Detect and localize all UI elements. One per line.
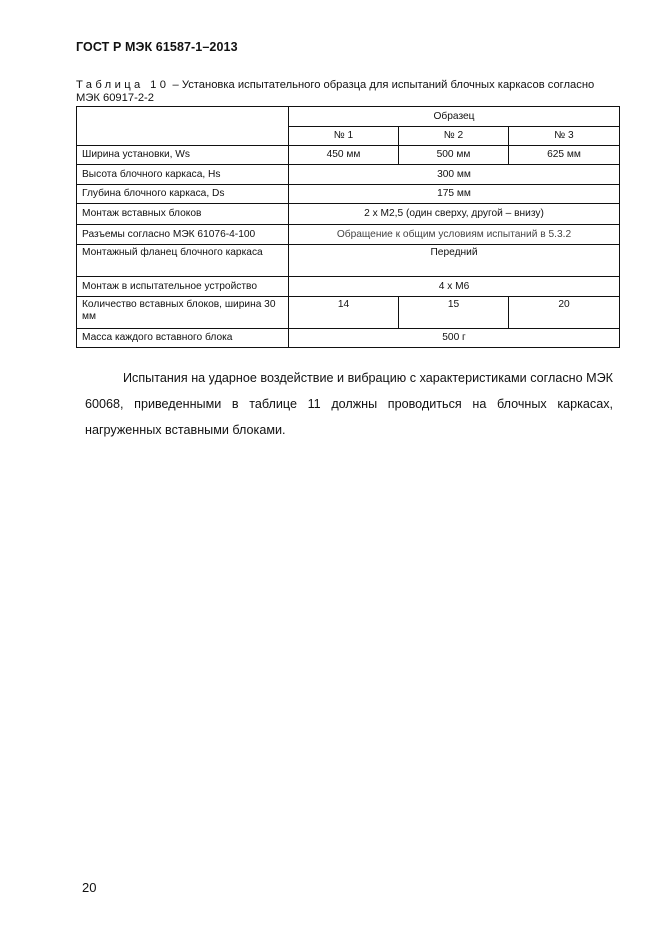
table-row — [77, 329, 620, 348]
table-row — [77, 225, 620, 245]
page-number: 20 — [82, 880, 97, 895]
table-row — [77, 185, 620, 204]
table-header-row-group — [77, 107, 620, 127]
table-row — [77, 204, 620, 225]
row-label: Ширина установки, Ws — [77, 146, 289, 165]
cell-value: 500 мм — [399, 146, 509, 165]
row-label: Количество вставных блоков, ширина 30 мм — [77, 297, 289, 329]
table-column-header-1: № 1 — [289, 127, 399, 146]
table-header-empty-cell — [77, 107, 289, 146]
table-row — [77, 165, 620, 185]
cell-value: 14 — [289, 297, 399, 329]
row-label: Масса каждого вставного блока — [77, 329, 289, 348]
cell-value: 500 г — [289, 329, 620, 348]
table-row — [77, 245, 620, 277]
cell-value: 175 мм — [289, 185, 620, 204]
table-column-header-2: № 2 — [399, 127, 509, 146]
table-caption — [76, 79, 616, 105]
table-row — [77, 277, 620, 297]
table-group-header: Образец — [289, 107, 620, 127]
body-paragraph: Испытания на ударное воздействие и вибрацию с характеристиками согласно МЭК 60068, приведенными в таблице 11 должны проводиться на блочных каркасах, нагруженных вставными блоками. — [85, 371, 613, 437]
cell-value: 2 x M2,5 (один сверху, другой – внизу) — [289, 204, 620, 225]
cell-value: Передний — [289, 245, 620, 277]
table-row — [77, 297, 620, 329]
document-header: ГОСТ Р МЭК 61587-1–2013 — [76, 40, 238, 54]
row-label: Монтажный фланец блочного каркаса — [77, 245, 289, 277]
cell-value: 300 мм — [289, 165, 620, 185]
cell-value: 15 — [399, 297, 509, 329]
row-label: Высота блочного каркаса, Hs — [77, 165, 289, 185]
table-row — [77, 146, 620, 165]
cell-value: Обращение к общим условиям испытаний в 5.3.2 — [289, 225, 620, 245]
row-label: Монтаж вставных блоков — [77, 204, 289, 225]
row-label: Монтаж в испытательное устройство — [77, 277, 289, 297]
row-label: Разъемы согласно МЭК 61076-4-100 — [77, 225, 289, 245]
row-label: Глубина блочного каркаса, Ds — [77, 185, 289, 204]
cell-value: 20 — [509, 297, 620, 329]
table-column-header-3: № 3 — [509, 127, 620, 146]
cell-value: 625 мм — [509, 146, 620, 165]
table-caption-label: Таблица 10 — [76, 79, 170, 91]
cell-value: 4 x M6 — [289, 277, 620, 297]
cell-value: 450 мм — [289, 146, 399, 165]
specimen-table — [76, 106, 620, 348]
table-caption-text: – Установка испытательного образца для испытаний блочных каркасов согласно МЭК 60917-2-2 — [76, 79, 595, 104]
